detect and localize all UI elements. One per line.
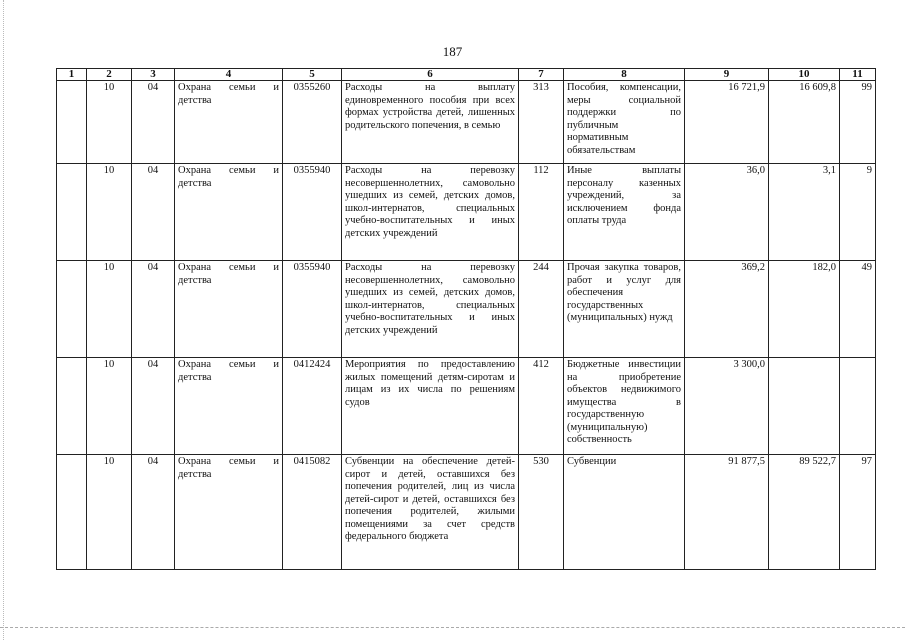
target-code-cell: 0355940 (283, 261, 342, 358)
planned-amount-cell: 36,0 (685, 164, 769, 261)
target-code-cell: 0412424 (283, 358, 342, 455)
planned-amount-cell: 16 721,9 (685, 81, 769, 164)
section-code-cell: 10 (87, 81, 132, 164)
table-row (57, 81, 876, 164)
section-code-cell: 10 (87, 358, 132, 455)
executed-amount-cell: 89 522,7 (769, 455, 840, 570)
section-code-cell: 10 (87, 261, 132, 358)
subsection-code-cell: 04 (132, 164, 175, 261)
section-name-cell: Охрана семьи и детства (175, 164, 283, 261)
row-number-cell (57, 164, 87, 261)
section-name-cell: Охрана семьи и детства (175, 81, 283, 164)
section-name-cell: Охрана семьи и детства (175, 455, 283, 570)
percent-cell (840, 358, 876, 455)
row-number-cell (57, 358, 87, 455)
page-number: 187 (442, 44, 463, 59)
executed-amount-cell: 16 609,8 (769, 81, 840, 164)
subsection-code-cell: 04 (132, 261, 175, 358)
table-row (57, 358, 876, 455)
section-name-cell: Охрана семьи и детства (175, 261, 283, 358)
expense-type-name-cell: Иные выплаты персоналу казенных учреждений, за исключением фонда оплаты труда (564, 164, 685, 261)
subsection-code-cell: 04 (132, 455, 175, 570)
percent-cell: 97 (840, 455, 876, 570)
expense-type-code-cell: 244 (519, 261, 564, 358)
header-cell: 9 (685, 69, 769, 81)
expense-description-cell: Расходы на перевозку несовершеннолетних, самовольно ушедших из семей, детских домов, школ-интернатов, специальных учебно-воспитательных и иных детских учреждений (342, 261, 519, 358)
expense-type-code-cell: 412 (519, 358, 564, 455)
planned-amount-cell: 91 877,5 (685, 455, 769, 570)
expense-type-code-cell: 313 (519, 81, 564, 164)
expense-type-name-cell: Пособия, компенсации, меры социальной поддержки по публичным нормативным обязательствам (564, 81, 685, 164)
percent-cell: 99 (840, 81, 876, 164)
header-row (57, 69, 876, 81)
table-row (57, 261, 876, 358)
expense-description-cell: Субвенции на обеспечение детей-сирот и детей, оставшихся без попечения родителей, лиц из числа детей-сирот и детей, оставшихся без попечения родителей, жилыми помещениями за счет средств федерального бюджета (342, 455, 519, 570)
expense-type-name-cell: Субвенции (564, 455, 685, 570)
section-name-cell: Охрана семьи и детства (175, 358, 283, 455)
scan-edge-line (3, 0, 4, 640)
target-code-cell: 0355260 (283, 81, 342, 164)
header-cell: 2 (87, 69, 132, 81)
header-cell: 3 (132, 69, 175, 81)
executed-amount-cell: 182,0 (769, 261, 840, 358)
header-cell: 8 (564, 69, 685, 81)
row-number-cell (57, 455, 87, 570)
header-cell: 10 (769, 69, 840, 81)
section-code-cell: 10 (87, 164, 132, 261)
executed-amount-cell (769, 358, 840, 455)
expense-type-name-cell: Бюджетные инвестиции на приобретение объектов недвижимого имущества в государственную (муниципальную) собственность (564, 358, 685, 455)
target-code-cell: 0355940 (283, 164, 342, 261)
header-cell: 6 (342, 69, 519, 81)
row-number-cell (57, 261, 87, 358)
planned-amount-cell: 3 300,0 (685, 358, 769, 455)
expense-description-cell: Мероприятия по предоставлению жилых помещений детям-сиротам и лицам из их числа по решениям судов (342, 358, 519, 455)
subsection-code-cell: 04 (132, 81, 175, 164)
header-cell: 7 (519, 69, 564, 81)
header-cell: 11 (840, 69, 876, 81)
header-cell: 1 (57, 69, 87, 81)
section-code-cell: 10 (87, 455, 132, 570)
scan-edge-line (0, 627, 905, 628)
planned-amount-cell: 369,2 (685, 261, 769, 358)
expense-description-cell: Расходы на выплату единовременного пособия при всех формах устройства детей, лишенных родительского попечения, в семью (342, 81, 519, 164)
header-cell: 5 (283, 69, 342, 81)
table-row (57, 455, 876, 570)
header-cell: 4 (175, 69, 283, 81)
budget-table (56, 68, 876, 570)
target-code-cell: 0415082 (283, 455, 342, 570)
percent-cell: 9 (840, 164, 876, 261)
table-row (57, 164, 876, 261)
expense-type-code-cell: 530 (519, 455, 564, 570)
expense-description-cell: Расходы на перевозку несовершеннолетних, самовольно ушедших из семей, детских домов, школ-интернатов, специальных учебно-воспитательных и иных детских учреждений (342, 164, 519, 261)
subsection-code-cell: 04 (132, 358, 175, 455)
row-number-cell (57, 81, 87, 164)
expense-type-code-cell: 112 (519, 164, 564, 261)
percent-cell: 49 (840, 261, 876, 358)
executed-amount-cell: 3,1 (769, 164, 840, 261)
expense-type-name-cell: Прочая закупка товаров, работ и услуг для обеспечения государственных (муниципальных) нужд (564, 261, 685, 358)
